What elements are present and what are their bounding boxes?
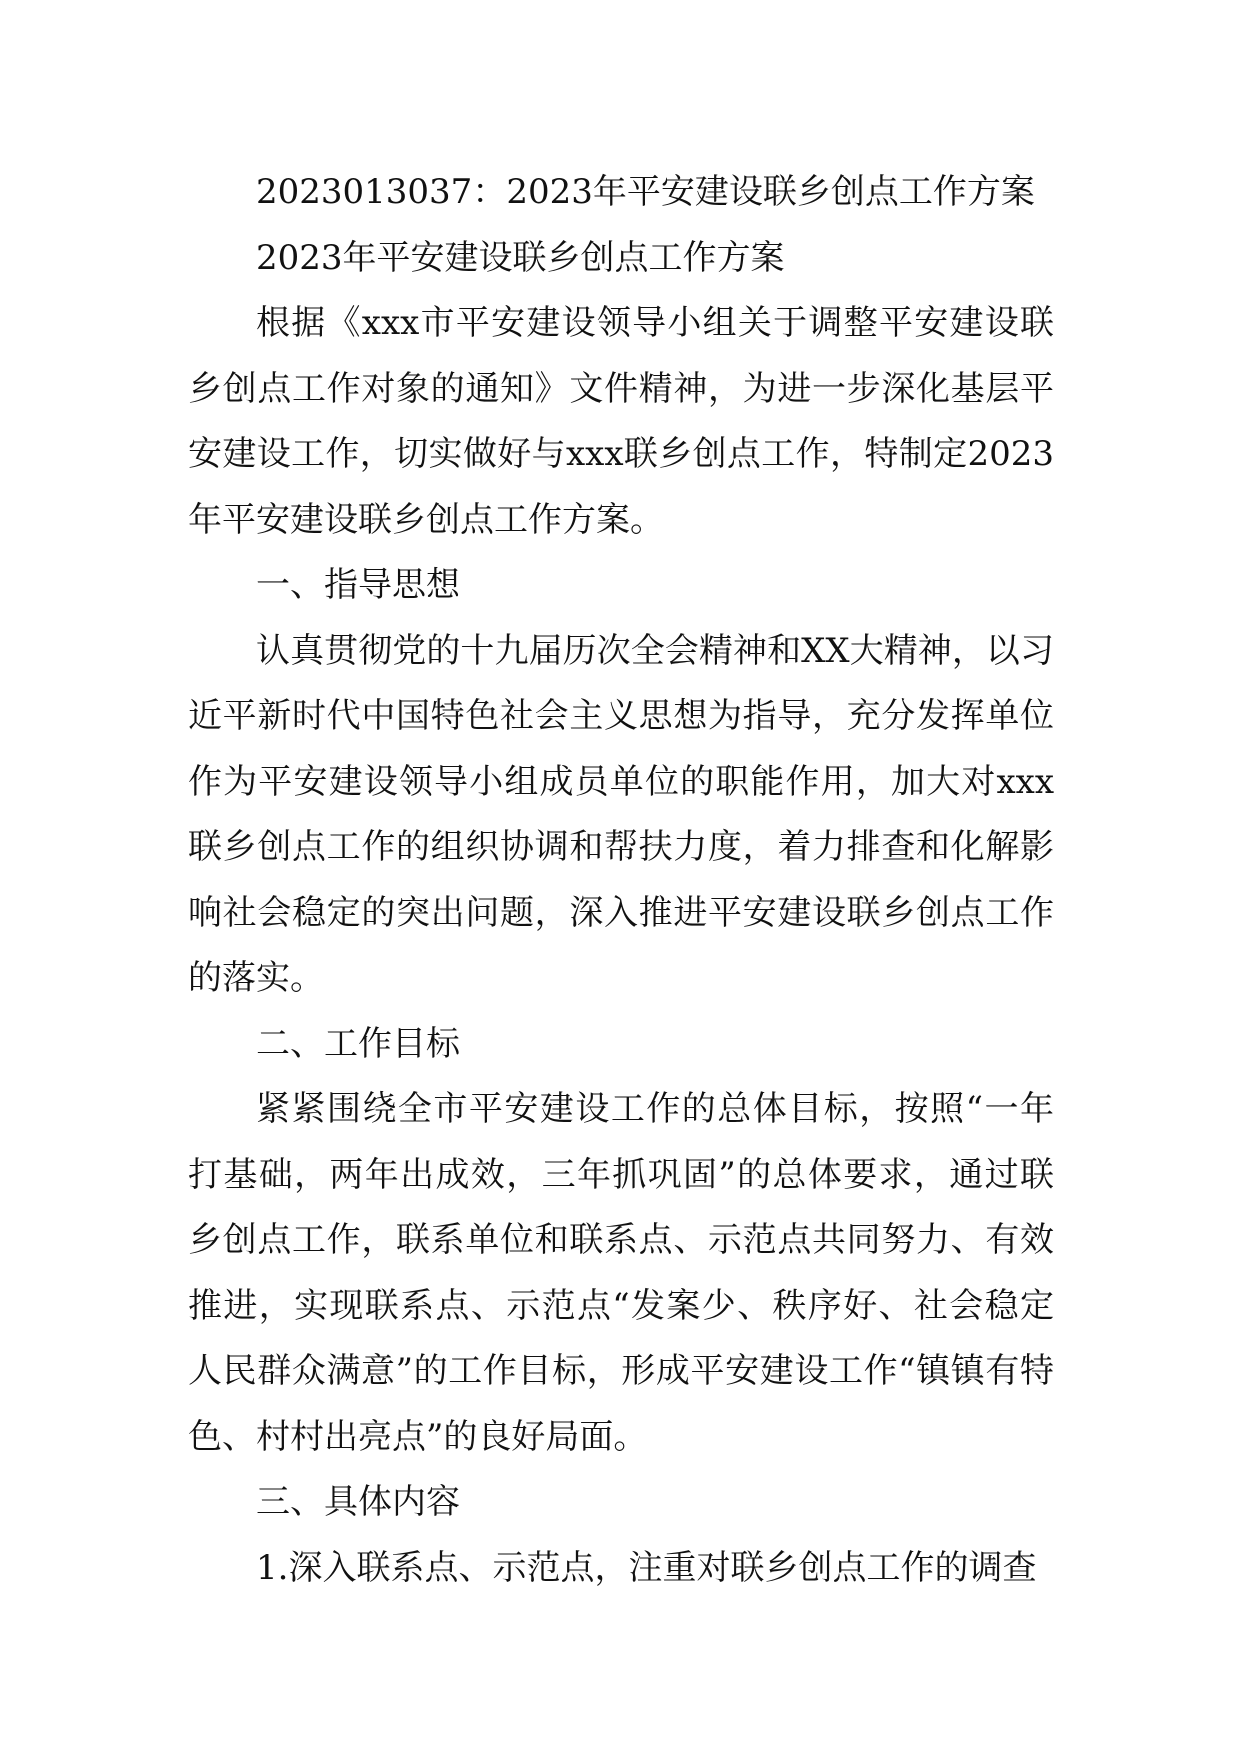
document-body xyxy=(188,160,1054,1601)
section-item-1: 1.深入联系点、示范点，注重对联乡创点工作的调查 xyxy=(256,1547,1037,1588)
document-subtitle: 2023年平安建设联乡创点工作方案 xyxy=(256,237,785,278)
section-heading-guiding-ideology: 一、指导思想 xyxy=(256,565,460,605)
section-paragraph-work-goals: 紧紧围绕全市平安建设工作的总体目标，按照“一年打基础，两年出成效，三年抓巩固”的总体要求，通过联乡创点工作，联系单位和联系点、示范点共同努力、有效推进，实现联系点、示范点“发案少、秩序好、社会稳定人民群众满意”的工作目标，形成平安建设工作“镇镇有特色、村村出亮点”的良好局面。 xyxy=(188,1089,1054,1457)
section-heading-specific-content: 三、具体内容 xyxy=(256,1482,460,1522)
section-heading-work-goals: 二、工作目标 xyxy=(256,1023,460,1064)
document-title: 2023013037：2023年平安建设联乡创点工作方案 xyxy=(256,172,1035,212)
intro-paragraph: 根据《xxx市平安建设领导小组关于调整平安建设联乡创点工作对象的通知》文件精神，为进一步深化基层平安建设工作，切实做好与xxx联乡创点工作，特制定2023年平安建设联乡创点工作方案。 xyxy=(188,303,1054,540)
section-paragraph-guiding-ideology: 认真贯彻党的十九届历次全会精神和XX大精神，以习近平新时代中国特色社会主义思想为指导，充分发挥单位作为平安建设领导小组成员单位的职能作用，加大对xxx联乡创点工作的组织协调和帮扶力度，着力排查和化解影响社会稳定的突出问题，深入推进平安建设联乡创点工作的落实。 xyxy=(188,630,1054,998)
